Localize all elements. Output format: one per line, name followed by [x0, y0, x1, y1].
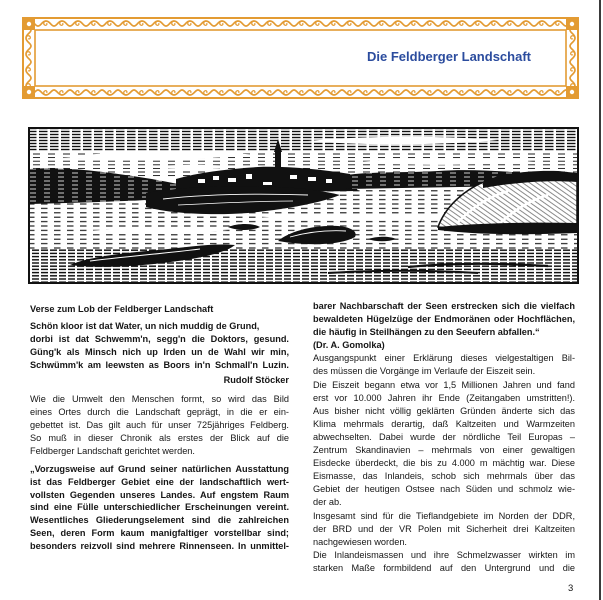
body-line: Feldberger Landschaft gerichtet werden. [30, 445, 195, 456]
body-line: Eismasse, das Inlandeis, schob sich mehrmals über das [313, 471, 575, 482]
poem-author: Rudolf Stöcker [223, 375, 289, 386]
body-line: nachgewiesen worden. [313, 536, 407, 547]
poem-line: Güng'k als Minsch nich up Irden un de Wahl wir min, [30, 346, 289, 357]
body-line: Ausgangspunkt einer Erklärung dieses vielgestaltigen Bil- [313, 353, 575, 364]
landscape-woodcut [28, 127, 579, 284]
left-column [30, 303, 289, 553]
body-line: starken Maße formbildend auf den Untergrund und die [313, 562, 575, 573]
body-line: Eisdecke überdeckt, die bis zu 4.000 m mächtig war. Diese [313, 458, 575, 469]
body-line: Wie die Umwelt den Menschen formt, so wird das Bild [30, 394, 289, 405]
body-line: Klima mehrmals derartig, daß Kaltzeiten und Warmzeiten [313, 418, 575, 429]
page-number: 3 [568, 583, 574, 594]
poem-line: Schön kloor ist dat Water, un nich muddig de Grund, [30, 320, 260, 331]
body-line: der BRD und der VR Polen mit Sicherheit drei Kaltzeiten [313, 523, 575, 534]
quote-paragraph [30, 463, 289, 553]
right-column [313, 300, 575, 575]
body-line: erst vor 10.000 Jahren ihr Ende (Zeitangaben umstritten!). [313, 392, 575, 403]
quote-line: die häufig in Steilhängen zu den Seeufern abfallen.“ [313, 327, 540, 338]
poem-title: Verse zum Lob der Feldberger Landschaft [30, 304, 214, 314]
quote-line: vollsten Gegenden unseres Landes. Auf engstem Raum [30, 489, 289, 500]
body-line: Gebiet der heutigen Ostsee nach Süden und schmolz wie- [313, 484, 575, 495]
intro-paragraph [30, 393, 289, 457]
quote-line: besonders reizvoll sind mehrere Rinnenseen. In unmittel- [30, 541, 289, 552]
body-line: des müssen die Vorgänge im Verlaufe der Eiszeit sein. [313, 366, 536, 377]
quote-line: bewaldeten Hügelzüge der Endmoränen oder Hochflächen, [313, 314, 575, 325]
quote-line: Wesentliches Gliederungselement sind die zahlreichen [30, 515, 289, 526]
body-text [313, 352, 575, 575]
body-line: Zentrum Skandinavien – mehrmals von einer gewaltigen [313, 445, 575, 456]
quote-line: ist das Feldberger Gebiet eine der landschaftlich wert- [30, 476, 289, 487]
body-line: eines Ortes durch die Landschaft geprägt, in die er ein- [30, 407, 289, 418]
page-edge [599, 0, 601, 600]
body-line: abwechselten. Dabei wurde der nördliche Teil Europas – [313, 431, 575, 442]
quote-paragraph [313, 300, 575, 352]
quote-line: sind eine Fülle unterschiedlicher Erscheinungen vereint. [30, 502, 289, 513]
quote-line: „Vorzugsweise auf Grund seiner natürlichen Ausstattung [30, 463, 289, 474]
poem-line: Schwümm'k am leewsten as Boors in'n Schmall'n Luzin. [30, 359, 289, 370]
poem [30, 320, 289, 372]
poem-line: dorbi ist dat Schwemm'n, segg'n die Doktors, gesund. [30, 333, 289, 344]
quote-line: barer Nachbarschaft der Seen erstrecken sich die vielfach [313, 301, 575, 311]
body-line: der ab. [313, 497, 342, 508]
page-title: Die Feldberger Landschaft [367, 49, 531, 64]
body-line: Die Eiszeit begann etwa vor 1,5 Millionen Jahren und fand [313, 379, 575, 390]
body-line: Aus bisher nicht völlig geklärten Gründen änderte sich das [313, 405, 575, 416]
body-line: So muß in dieser Chronik als erstes der Blick auf die [30, 433, 289, 444]
body-line: Die Inlandeismassen und ihre Schmelzwasser wirkten im [313, 549, 575, 560]
quote-line: Seen, deren Form kaum manigfaltiger vorstellbar sind; [30, 528, 289, 539]
body-line: gebettet ist. Das gilt auch für unser 725jähriges Feldberg. [30, 420, 289, 431]
quote-source: (Dr. A. Gomolka) [313, 340, 385, 351]
body-line: Insgesamt sind für die Tieflandgebiete im Norden der DDR, [313, 510, 575, 521]
